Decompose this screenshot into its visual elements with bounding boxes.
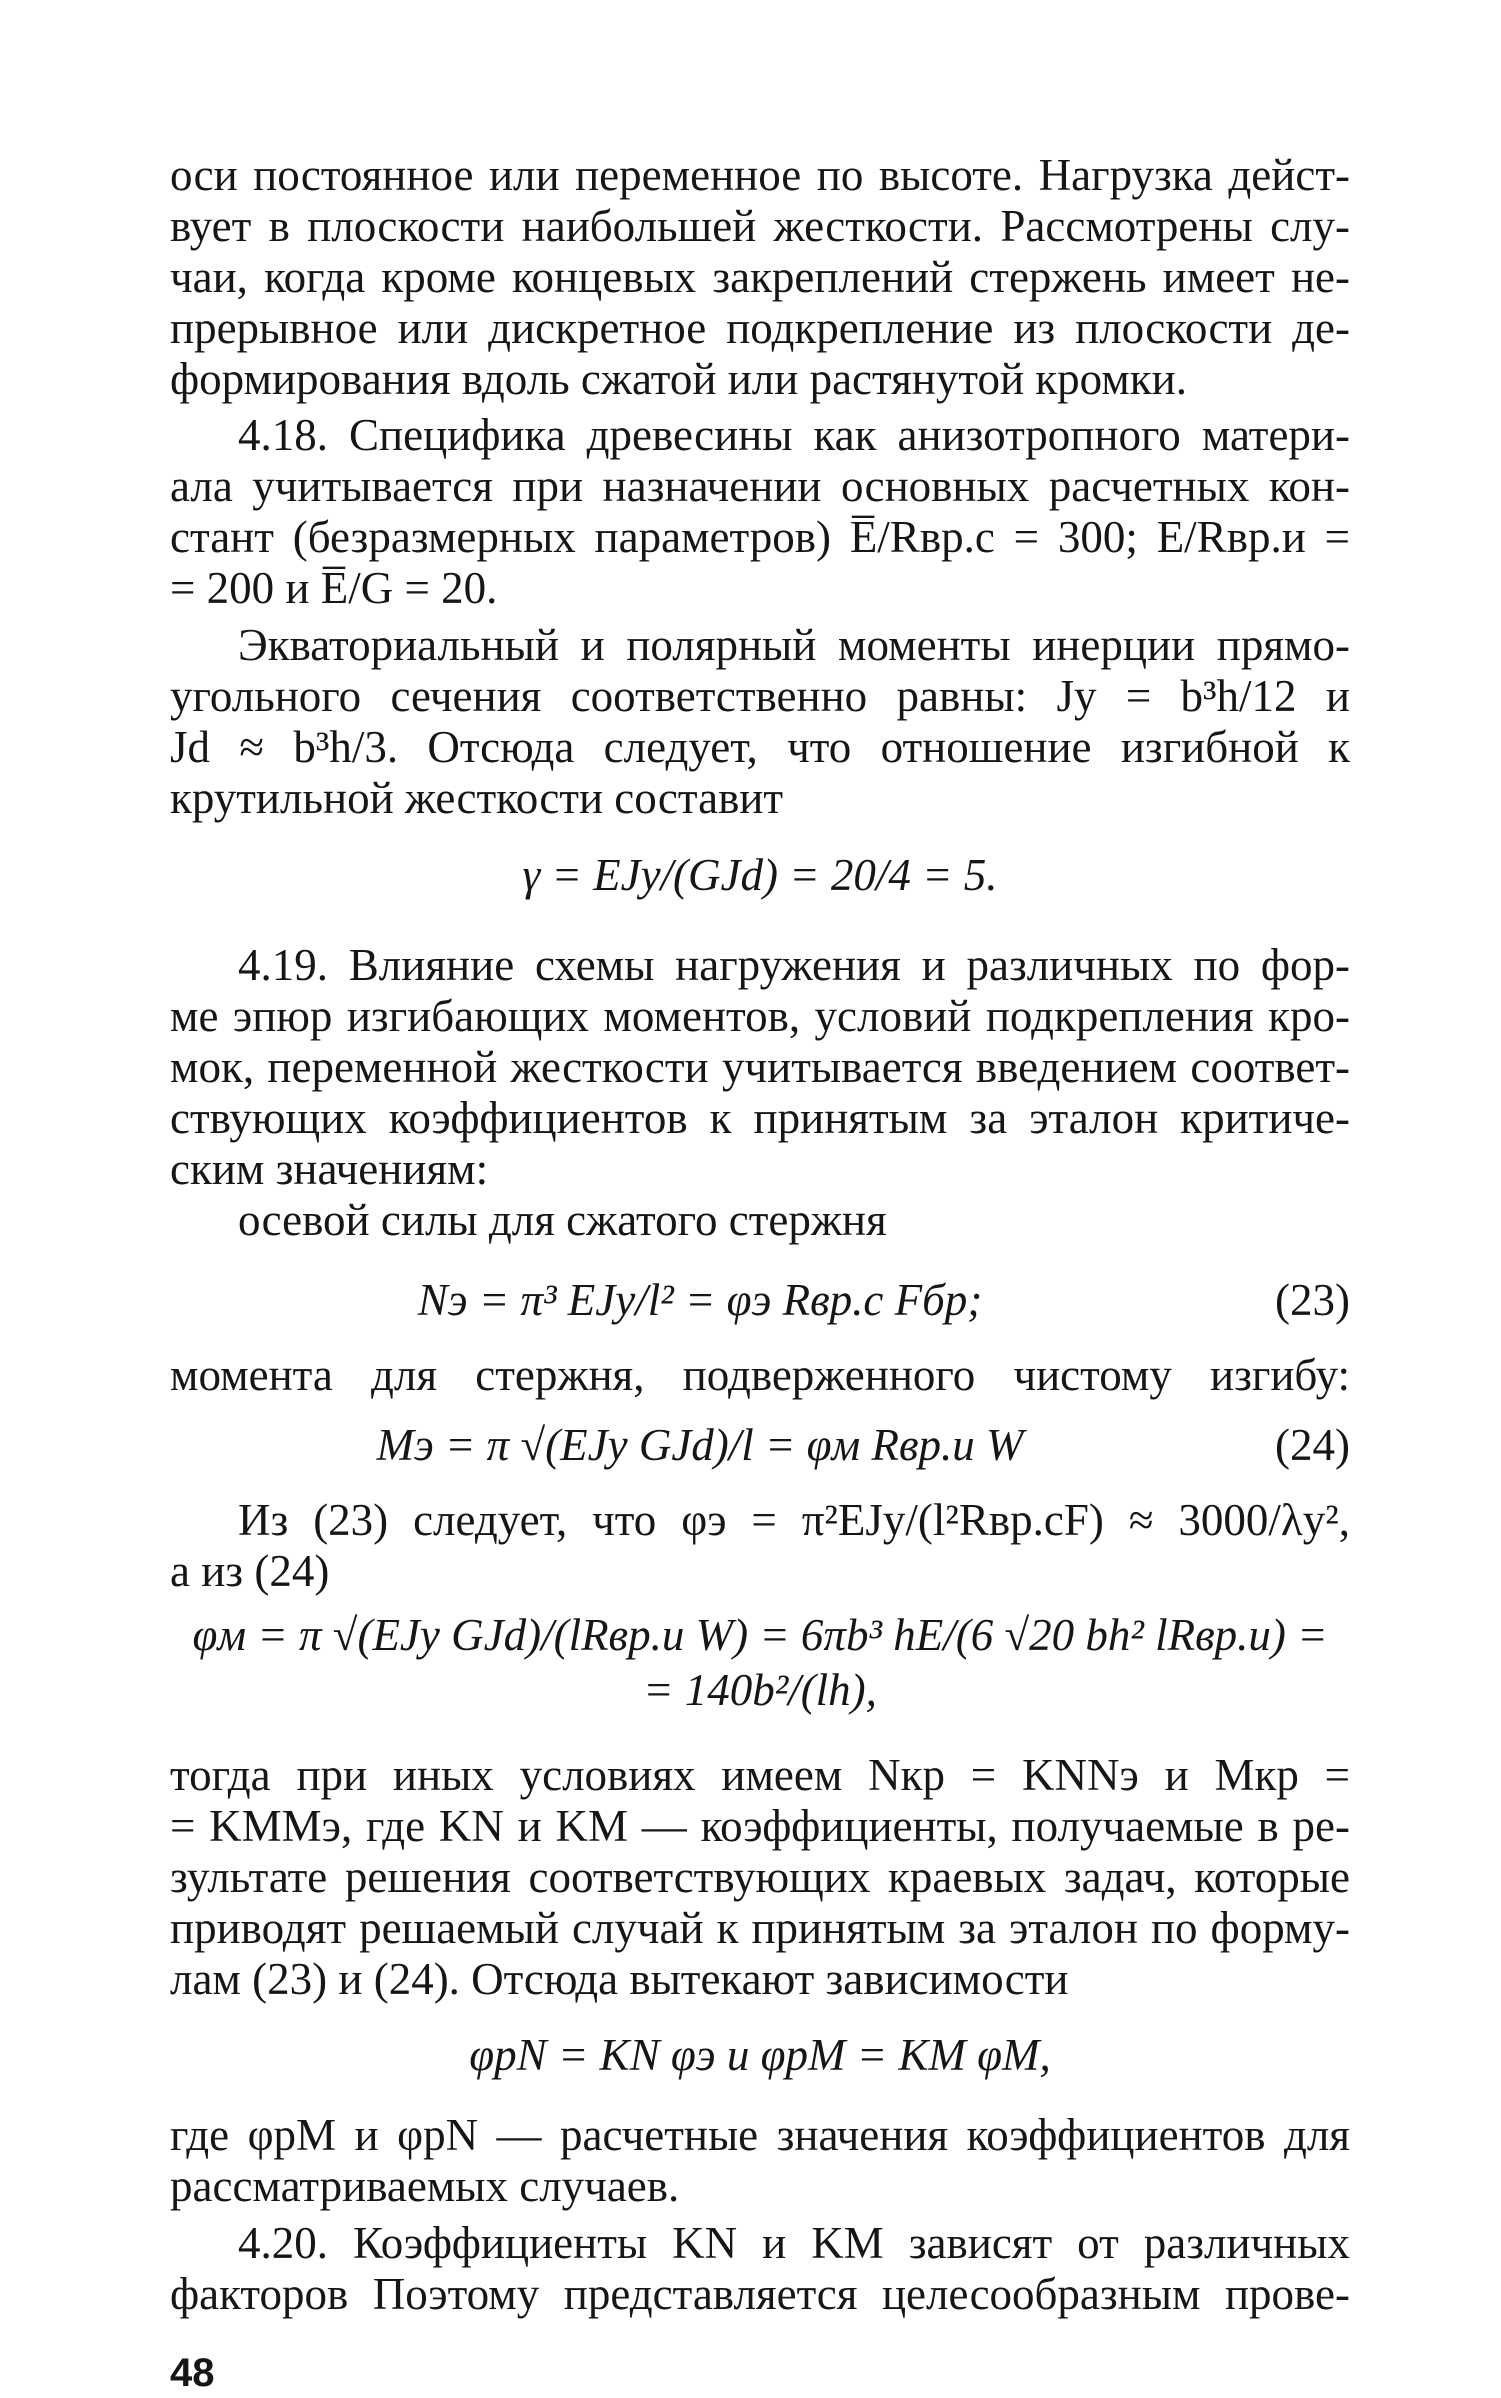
text-line: приводят решаемый случай к принятым за эталон по форму-	[170, 1903, 1350, 1953]
text-line: момента для стержня, подверженного чистому изгибу:	[170, 1350, 1350, 1400]
text-line: ствующих коэффициентов к принятым за эталон критиче-	[170, 1093, 1350, 1143]
text-line: = 200 и E̅/G = 20.	[170, 563, 498, 613]
formula-phi-p: φpN = KN φэ и φpM = KM φM,	[469, 2030, 1051, 2080]
text-line: ме эпюр изгибающих моментов, условий подкрепления кро-	[170, 991, 1350, 1041]
text-line: стант (безразмерных параметров) E̅/Rвр.с = 300; E/Rвр.и =	[170, 512, 1350, 562]
text-line: крутильной жесткости составит	[170, 773, 784, 823]
text-line: = KMMэ, где KN и KM — коэффициенты, получаемые в ре-	[170, 1801, 1350, 1851]
text-line: рассматриваемых случаев.	[170, 2161, 680, 2211]
text-line: Из (23) следует, что φэ = π²EJy/(l²Rвр.сF) ≈ 3000/λy²,	[238, 1495, 1350, 1545]
text-line: факторов Поэтому представляется целесообразным прове-	[170, 2269, 1350, 2319]
text-line: тогда при иных условиях имеем Nкр = KNNэ и Mкр =	[170, 1750, 1350, 1800]
text-line: а из (24)	[170, 1546, 330, 1596]
equation-number: (24)	[1275, 1420, 1350, 1470]
text-line: лам (23) и (24). Отсюда вытекают зависимости	[170, 1954, 1069, 2004]
text-line: где φpM и φpN — расчетные значения коэффициентов для	[170, 2110, 1350, 2160]
paragraph-4-20-start: 4.20. Коэффициенты KN и KM зависят от различных	[238, 2218, 1350, 2268]
paragraph-4-18-start: 4.18. Специфика древесины как анизотропного матери-	[238, 410, 1350, 460]
text-line: осевой силы для сжатого стержня	[238, 1195, 887, 1245]
formula-gamma: γ = EJy/(GJd) = 20/4 = 5.	[522, 850, 998, 900]
text-line: ала учитывается при назначении основных расчетных кон-	[170, 461, 1350, 511]
equation-body: Mэ = π √(EJy GJd)/l = φм Rвр.и W	[376, 1420, 1024, 1470]
page-number: 48	[170, 2351, 215, 2395]
text-line: зультате решения соответствующих краевых задач, которые	[170, 1852, 1350, 1902]
text-line: вует в плоскости наибольшей жесткости. Рассмотрены слу-	[170, 201, 1350, 251]
text-line: Jd ≈ b³h/3. Отсюда следует, что отношение изгибной к	[170, 722, 1350, 772]
paragraph-4-19-start: 4.19. Влияние схемы нагружения и различных по фор-	[238, 940, 1350, 990]
text-line: формирования вдоль сжатой или растянутой кромки.	[170, 354, 1187, 404]
text-line: чаи, когда кроме концевых закреплений стержень имеет не-	[170, 252, 1350, 302]
text-line: мок, переменной жесткости учитывается введением соответ-	[170, 1042, 1350, 1092]
text-line: угольного сечения соответственно равны: Jy = b³h/12 и	[170, 671, 1350, 721]
text-line: Экваториальный и полярный моменты инерции прямо-	[238, 620, 1350, 670]
text-line: оси постоянное или переменное по высоте. Нагрузка дейст-	[170, 150, 1350, 200]
text-line: ским значениям:	[170, 1144, 489, 1194]
equation-body: Nэ = π³ EJy/l² = φэ Rвр.с Fбр;	[417, 1275, 983, 1325]
formula-phi-m-result: = 140b²/(lh),	[643, 1665, 877, 1715]
equation-number: (23)	[1275, 1275, 1350, 1325]
formula-phi-m: φм = π √(EJy GJd)/(lRвр.и W) = 6πb³ hE/(6 √20 bh² lRвр.и) =	[192, 1610, 1328, 1660]
text-line: прерывное или дискретное подкрепление из плоскости де-	[170, 303, 1350, 353]
